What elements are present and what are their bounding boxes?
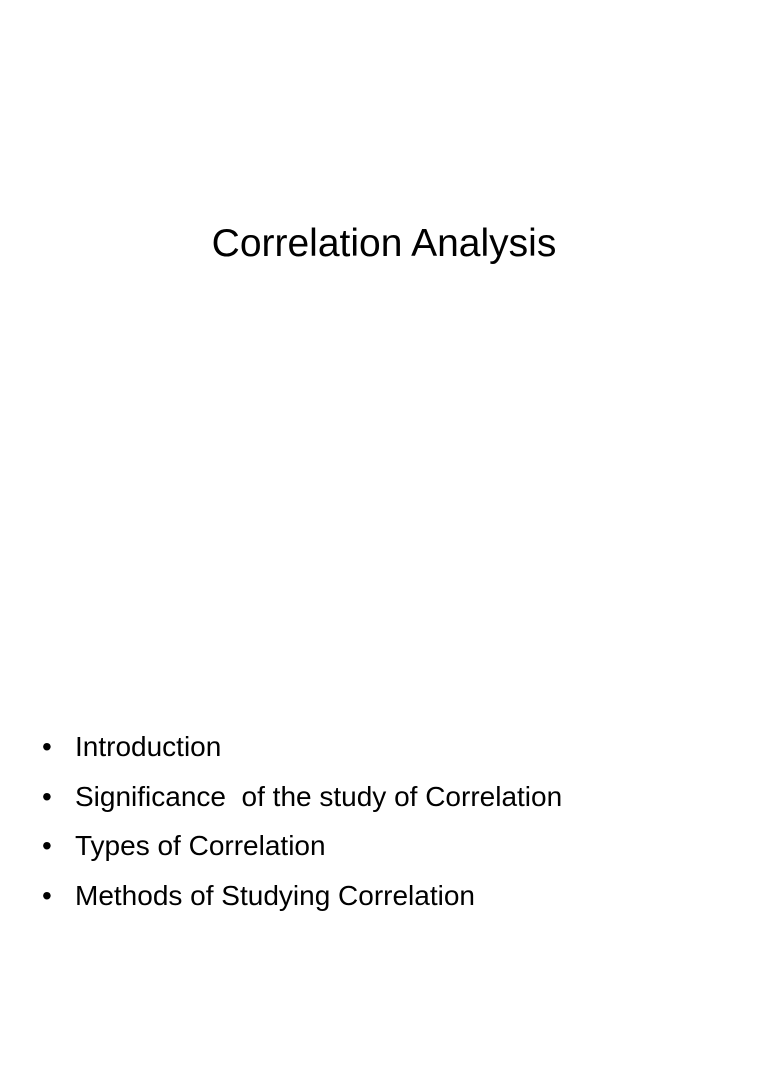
bullet-item (42, 772, 742, 822)
bullet-dot-icon: • (42, 731, 52, 762)
bullet-item (42, 821, 742, 871)
slide-title: Correlation Analysis (211, 222, 557, 265)
bullet-item (42, 871, 742, 921)
bullet-text: Types of Correlation (75, 830, 326, 861)
bullet-item (42, 722, 742, 772)
bullet-dot-icon: • (42, 830, 52, 861)
bullet-dot-icon: • (42, 780, 52, 812)
bullet-text: Introduction (75, 731, 222, 762)
bullet-list (42, 722, 742, 920)
bullet-dot-icon: • (42, 879, 52, 911)
bullet-text: Methods of Studying Correlation (75, 879, 475, 911)
bullet-text: Significance of the study of Correlation (75, 780, 563, 812)
